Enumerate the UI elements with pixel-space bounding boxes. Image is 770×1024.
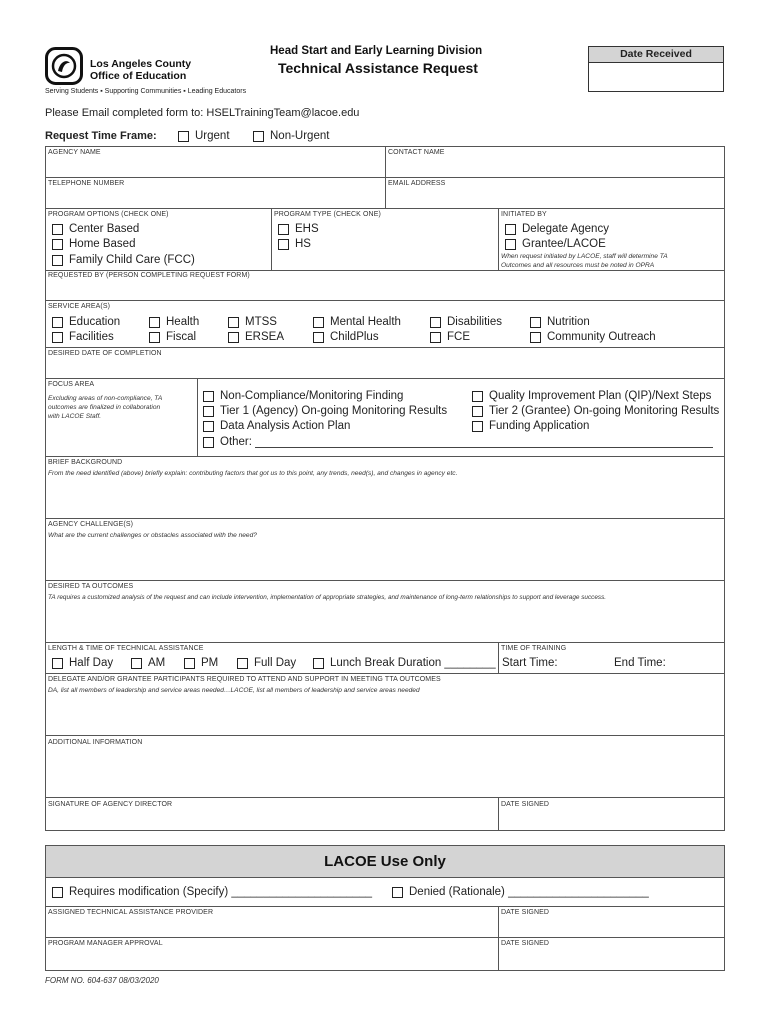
request-time-frame-label: Request Time Frame: xyxy=(45,130,157,142)
nutrition-checkbox[interactable] xyxy=(530,317,541,328)
pm-option[interactable]: PM xyxy=(184,657,218,669)
desired-date-label: DESIRED DATE OF COMPLETION xyxy=(48,350,162,357)
data-analysis-checkbox[interactable] xyxy=(203,421,214,432)
email-instruction: Please Email completed form to: HSELTrainingTeam@lacoe.edu xyxy=(45,107,360,119)
half-day-checkbox[interactable] xyxy=(52,658,63,669)
nutrition-option[interactable]: Nutrition xyxy=(530,316,590,328)
pm-checkbox[interactable] xyxy=(184,658,195,669)
full-day-option[interactable]: Full Day xyxy=(237,657,296,669)
fiscal-checkbox[interactable] xyxy=(149,332,160,343)
other-checkbox[interactable] xyxy=(203,437,214,448)
facilities-checkbox[interactable] xyxy=(52,332,63,343)
disabilities-checkbox[interactable] xyxy=(430,317,441,328)
ersea-option[interactable]: ERSEA xyxy=(228,331,284,343)
length-time-label: LENGTH & TIME OF TECHNICAL ASSISTANCE xyxy=(48,645,204,652)
lunch-break-option[interactable]: Lunch Break Duration ________ xyxy=(313,657,496,669)
date-signed-2-label: DATE SIGNED xyxy=(501,940,550,947)
urgent-checkbox[interactable] xyxy=(178,131,189,142)
lacoe-use-only-header: LACOE Use Only xyxy=(46,846,724,878)
participants-label: DELEGATE AND/OR GRANTEE PARTICIPANTS REQUIRED TO ATTEND AND SUPPORT IN MEETING TTA OUTCOMES xyxy=(48,676,441,683)
tier1-checkbox[interactable] xyxy=(203,406,214,417)
agency-challenges-prompt: What are the current challenges or obstacles associated with the need? xyxy=(48,532,257,539)
denied-checkbox[interactable] xyxy=(392,887,403,898)
email-field[interactable] xyxy=(386,189,724,207)
date-signed-2-field[interactable] xyxy=(499,949,724,970)
mental-health-option[interactable]: Mental Health xyxy=(313,316,401,328)
focus-area-note-2: outcomes are finalized in collaboration xyxy=(48,404,161,411)
participants-prompt: DA, list all members of leadership and service areas needed…LACOE, list all members of leadership and service areas needed xyxy=(48,687,420,694)
ehs-option[interactable]: EHS xyxy=(278,223,319,235)
agency-challenges-field[interactable] xyxy=(46,542,724,579)
brief-background-prompt: From the need identified (above) briefly explain: contributing factors that got us to this point, any trends, need(s), and changes in agency etc. xyxy=(48,470,458,477)
requires-modification-checkbox[interactable] xyxy=(52,887,63,898)
center-based-checkbox[interactable] xyxy=(52,224,63,235)
requires-modification-option[interactable]: Requires modification (Specify) ______________________ xyxy=(52,886,372,898)
tier2-checkbox[interactable] xyxy=(472,406,483,417)
start-time-label: Start Time: xyxy=(502,657,558,669)
desired-outcomes-label: DESIRED TA OUTCOMES xyxy=(48,583,134,590)
contact-name-field[interactable] xyxy=(386,158,724,176)
center-based-option[interactable]: Center Based xyxy=(52,223,139,235)
other-option[interactable]: Other: xyxy=(203,436,252,448)
grantee-lacoe-checkbox[interactable] xyxy=(505,239,516,250)
desired-outcomes-prompt: TA requires a customized analysis of the request and can include intervention, implementation of appropriate strategies, and maintenance of long-term relationships to support and leverage success. xyxy=(48,594,607,601)
non-urgent-label: Non-Urgent xyxy=(270,130,330,142)
delegate-agency-checkbox[interactable] xyxy=(505,224,516,235)
date-signed-1-field[interactable] xyxy=(499,918,724,936)
time-of-training-label: TIME OF TRAINING xyxy=(501,645,567,652)
tier1-option[interactable]: Tier 1 (Agency) On-going Monitoring Results xyxy=(203,405,447,417)
initiated-by-note-1: When request initiated by LACOE, staff will determine TA xyxy=(501,253,668,260)
am-option[interactable]: AM xyxy=(131,657,165,669)
mtss-checkbox[interactable] xyxy=(228,317,239,328)
request-time-frame xyxy=(45,130,157,142)
email-label: EMAIL ADDRESS xyxy=(388,180,446,187)
education-option[interactable]: Education xyxy=(52,316,120,328)
telephone-label: TELEPHONE NUMBER xyxy=(48,180,125,187)
qip-checkbox[interactable] xyxy=(472,391,483,402)
family-child-care-checkbox[interactable] xyxy=(52,255,63,266)
tier2-option[interactable]: Tier 2 (Grantee) On-going Monitoring Results xyxy=(472,405,719,417)
lacoe-seal-icon xyxy=(45,47,83,85)
fce-checkbox[interactable] xyxy=(430,332,441,343)
fiscal-option[interactable]: Fiscal xyxy=(149,331,196,343)
tagline: Serving Students ▪ Supporting Communities ▪ Leading Educators xyxy=(45,88,247,95)
qip-option[interactable]: Quality Improvement Plan (QIP)/Next Steps xyxy=(472,390,711,402)
initiated-by-note-2: Outcomes and all resources must be noted in OPRA xyxy=(501,262,655,269)
full-day-checkbox[interactable] xyxy=(237,658,248,669)
requested-by-field[interactable] xyxy=(46,281,724,299)
program-manager-label: PROGRAM MANAGER APPROVAL xyxy=(48,940,163,947)
org-name xyxy=(90,58,191,82)
non-urgent-checkbox[interactable] xyxy=(253,131,264,142)
org-line1: Los Angeles County xyxy=(90,58,192,70)
page-title: Technical Assistance Request xyxy=(278,60,478,76)
disabilities-option[interactable]: Disabilities xyxy=(430,316,502,328)
end-time-label: End Time: xyxy=(614,657,666,669)
ehs-checkbox[interactable] xyxy=(278,224,289,235)
non-compliance-option[interactable]: Non-Compliance/Monitoring Finding xyxy=(203,390,403,402)
community-outreach-checkbox[interactable] xyxy=(530,332,541,343)
assigned-provider-label: ASSIGNED TECHNICAL ASSISTANCE PROVIDER xyxy=(48,909,214,916)
home-based-checkbox[interactable] xyxy=(52,239,63,250)
am-checkbox[interactable] xyxy=(131,658,142,669)
desired-date-field[interactable] xyxy=(46,359,724,377)
brief-background-field[interactable] xyxy=(46,480,724,517)
mental-health-checkbox[interactable] xyxy=(313,317,324,328)
denied-option[interactable]: Denied (Rationale) ______________________ xyxy=(392,886,649,898)
assigned-provider-field[interactable] xyxy=(46,918,497,936)
telephone-field[interactable] xyxy=(46,189,384,207)
program-options-label: PROGRAM OPTIONS (CHECK ONE) xyxy=(48,211,169,218)
data-analysis-option[interactable]: Data Analysis Action Plan xyxy=(203,420,350,432)
health-checkbox[interactable] xyxy=(149,317,160,328)
additional-info-label: ADDITIONAL INFORMATION xyxy=(48,739,143,746)
date-signed-label: DATE SIGNED xyxy=(501,801,550,808)
lunch-break-checkbox[interactable] xyxy=(313,658,324,669)
date-received-label: Date Received xyxy=(589,47,723,63)
other-line[interactable] xyxy=(255,447,713,448)
date-signed-1-label: DATE SIGNED xyxy=(501,909,550,916)
contact-name-label: CONTACT NAME xyxy=(388,149,445,156)
program-manager-field[interactable] xyxy=(46,949,497,970)
division-title: Head Start and Early Learning Division xyxy=(270,45,483,57)
funding-application-option[interactable]: Funding Application xyxy=(472,420,589,432)
education-checkbox[interactable] xyxy=(52,317,63,328)
hs-checkbox[interactable] xyxy=(278,239,289,250)
signature-field[interactable] xyxy=(46,810,497,830)
requested-by-label: REQUESTED BY (PERSON COMPLETING REQUEST FORM) xyxy=(48,272,250,279)
non-urgent-option[interactable] xyxy=(253,130,329,142)
delegate-agency-option[interactable]: Delegate Agency xyxy=(505,223,609,235)
half-day-option[interactable]: Half Day xyxy=(52,657,113,669)
home-based-option[interactable]: Home Based xyxy=(52,238,135,250)
focus-area-note-3: with LACOE Staff. xyxy=(48,413,102,420)
health-option[interactable]: Health xyxy=(149,316,199,328)
childplus-option[interactable]: ChildPlus xyxy=(313,331,379,343)
form-number: FORM NO. 604-637 08/03/2020 xyxy=(45,976,159,985)
hs-option[interactable]: HS xyxy=(278,238,311,250)
signature-label: SIGNATURE OF AGENCY DIRECTOR xyxy=(48,801,173,808)
urgent-option[interactable] xyxy=(178,130,230,142)
focus-area-note-1: Excluding areas of non-compliance, TA xyxy=(48,395,163,402)
agency-name-label: AGENCY NAME xyxy=(48,149,101,156)
mtss-option[interactable]: MTSS xyxy=(228,316,277,328)
facilities-option[interactable]: Facilities xyxy=(52,331,114,343)
non-compliance-checkbox[interactable] xyxy=(203,391,214,402)
org-line2: Office of Education xyxy=(90,70,187,82)
date-signed-field[interactable] xyxy=(499,810,724,830)
initiated-by-label: INITIATED BY xyxy=(501,211,547,218)
participants-field[interactable] xyxy=(46,697,724,734)
lacoe-logo xyxy=(45,47,83,85)
date-received-box[interactable] xyxy=(588,46,724,92)
service-areas-label: SERVICE AREA(S) xyxy=(48,303,111,310)
focus-area-label: FOCUS AREA xyxy=(48,381,95,388)
brief-background-label: BRIEF BACKGROUND xyxy=(48,459,123,466)
additional-info-field[interactable] xyxy=(46,749,724,796)
ersea-checkbox[interactable] xyxy=(228,332,239,343)
childplus-checkbox[interactable] xyxy=(313,332,324,343)
funding-application-checkbox[interactable] xyxy=(472,421,483,432)
fce-option[interactable]: FCE xyxy=(430,331,470,343)
agency-challenges-label: AGENCY CHALLENGE(S) xyxy=(48,521,134,528)
community-outreach-option[interactable]: Community Outreach xyxy=(530,331,656,343)
grantee-lacoe-option[interactable]: Grantee/LACOE xyxy=(505,238,606,250)
program-type-label: PROGRAM TYPE (CHECK ONE) xyxy=(274,211,381,218)
urgent-label: Urgent xyxy=(195,130,230,142)
agency-name-field[interactable] xyxy=(46,158,384,176)
family-child-care-option[interactable]: Family Child Care (FCC) xyxy=(52,254,195,266)
desired-outcomes-field[interactable] xyxy=(46,604,724,641)
